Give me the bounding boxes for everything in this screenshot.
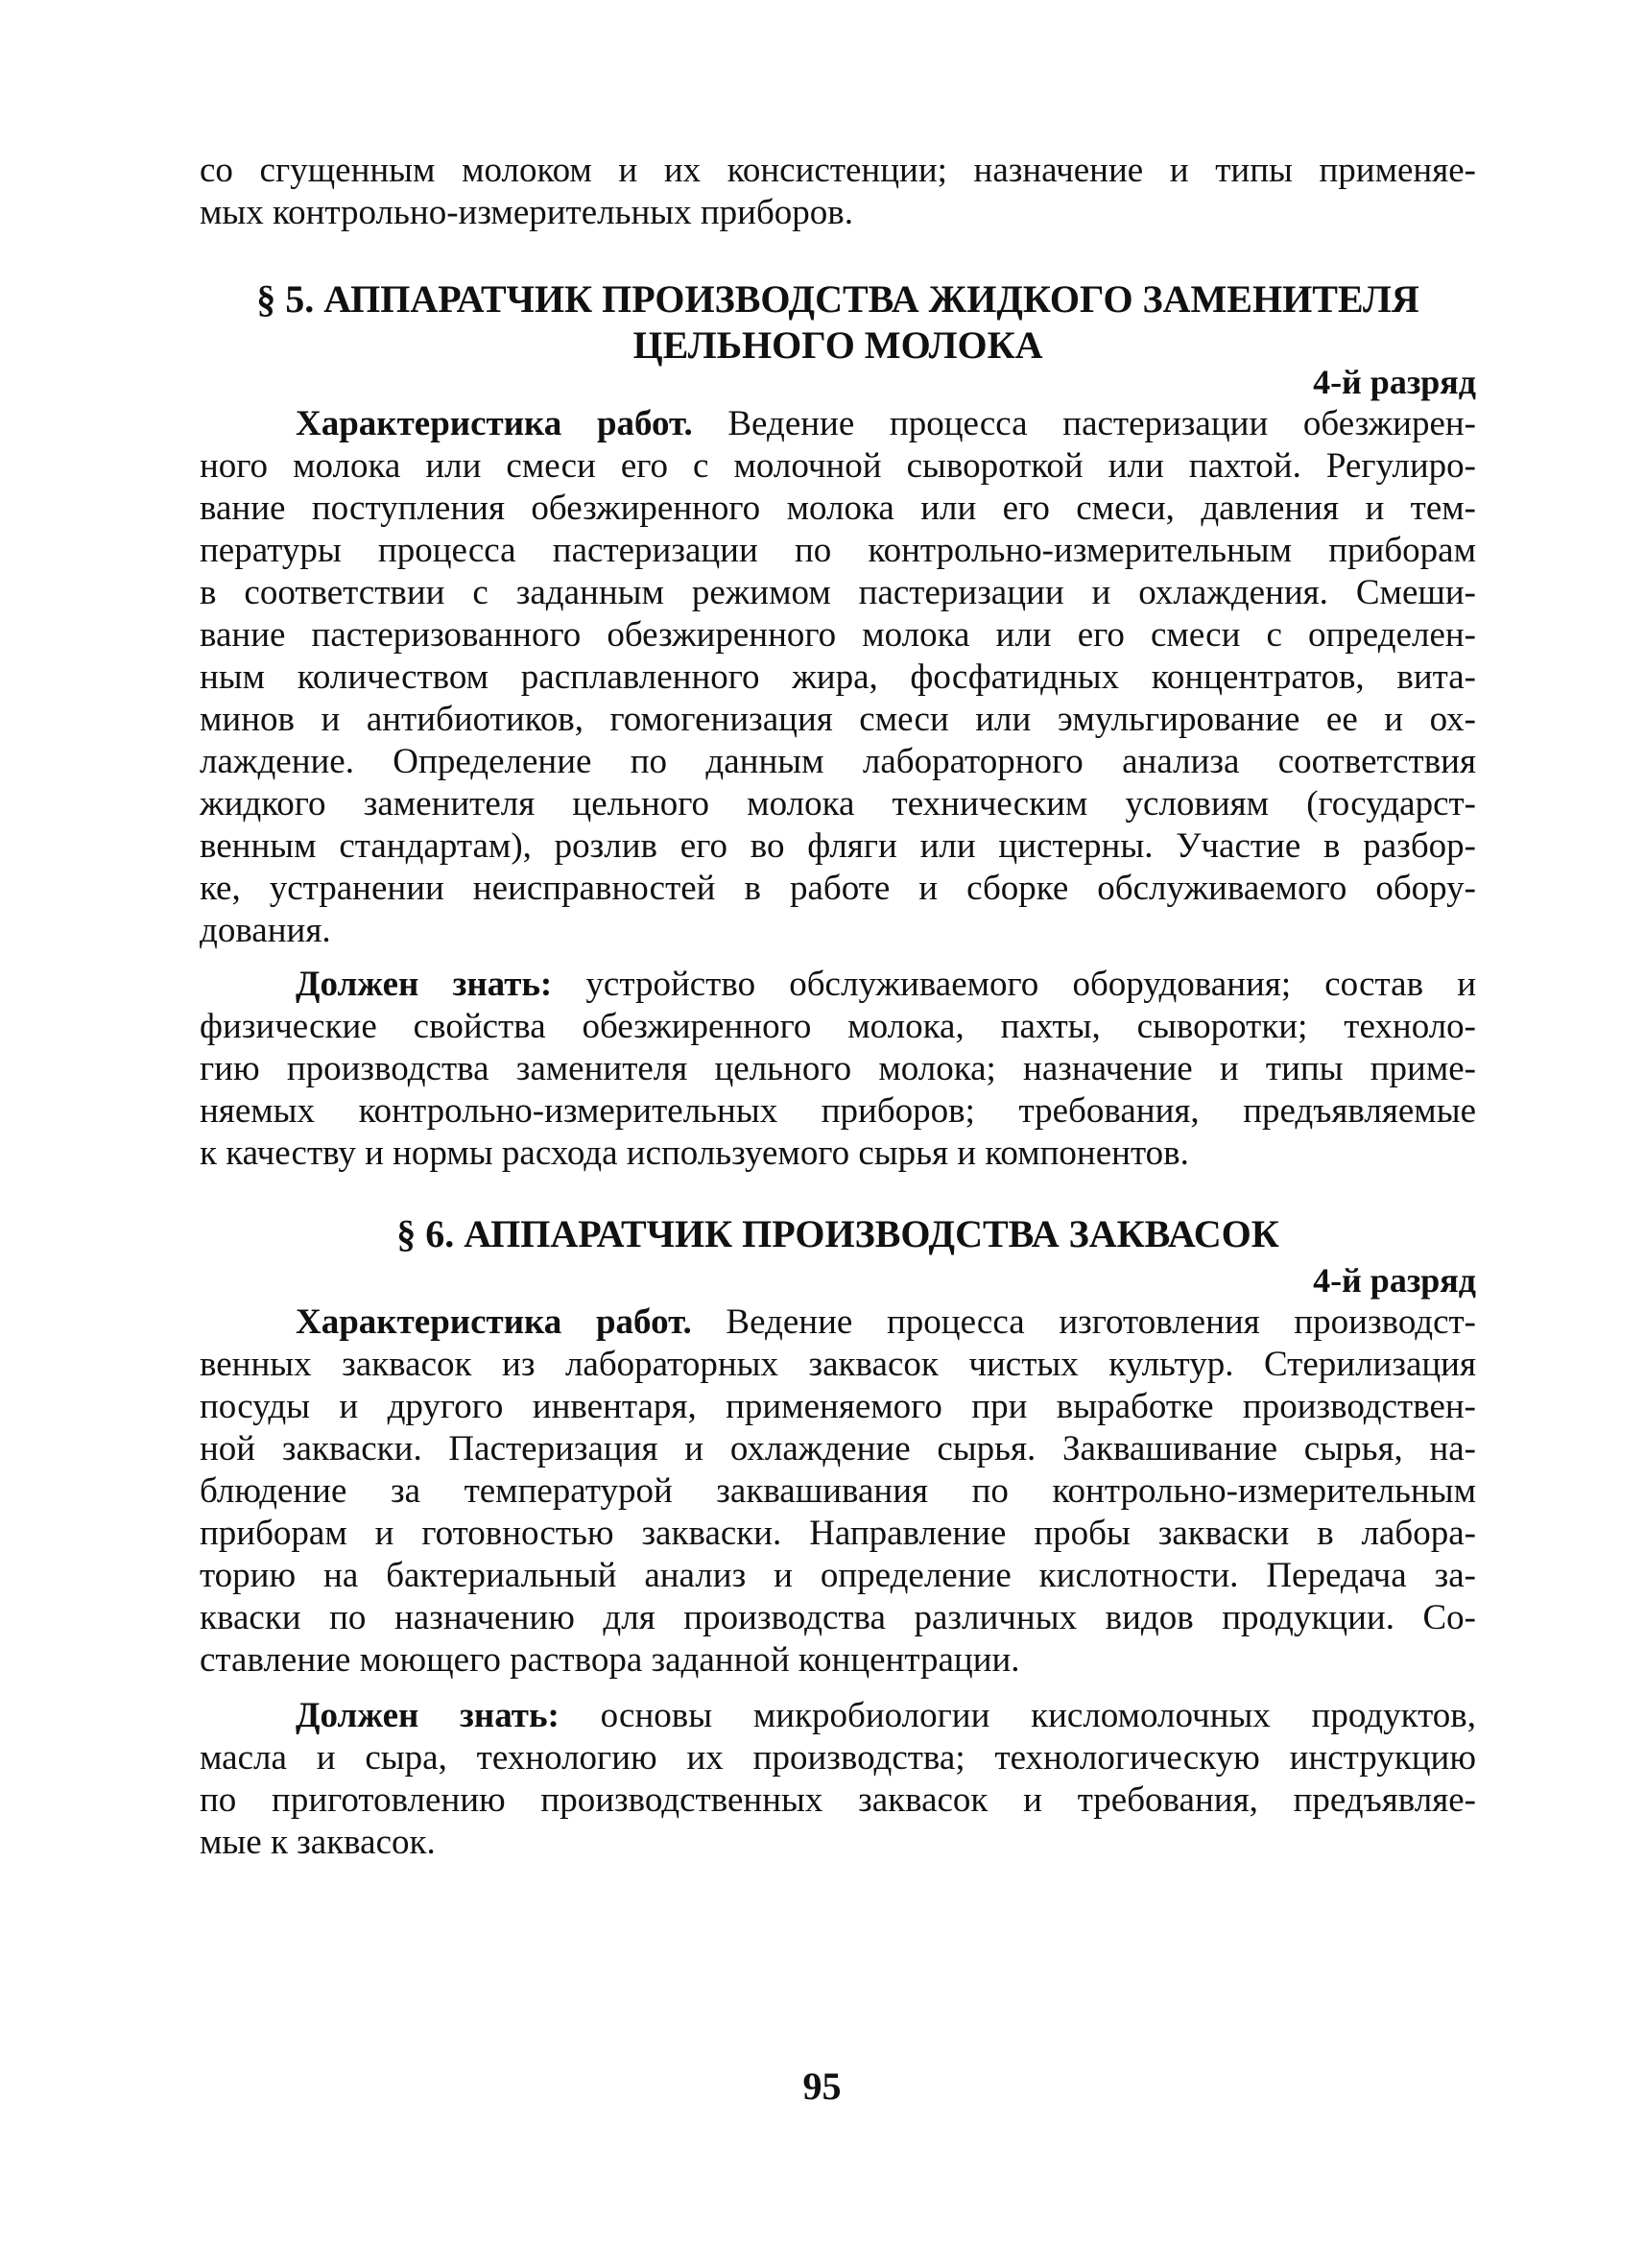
body-line: лаждение. Определение по данным лабораторного анализа соответствия <box>200 742 1476 781</box>
section-5-knowledge-line-1 <box>200 964 1476 1006</box>
body-line: по приготовлению производственных заквасок и требования, предъявляе- <box>200 1780 1476 1820</box>
body-line: дования. <box>200 911 331 950</box>
body-line: посуды и другого инвентаря, применяемого при выработке производствен- <box>200 1387 1476 1426</box>
body-line: няемых контрольно-измерительных приборов; требования, предъявляемые <box>200 1091 1476 1131</box>
body-line: физические свойства обезжиренного молока, пахты, сыворотки; техноло- <box>200 1007 1476 1046</box>
knowledge-lead: Должен знать: <box>296 965 553 1004</box>
body-line: пературы процесса пастеризации по контрольно-измерительным приборам <box>200 531 1476 570</box>
body-line: ке, устранении неисправностей в работе и сборке обслуживаемого обору- <box>200 869 1476 908</box>
body-line: ной закваски. Пастеризация и охлаждение сырья. Заквашивание сырья, на- <box>200 1429 1476 1468</box>
body-line: минов и антибиотиков, гомогенизация смеси или эмульгирование ее и ох- <box>200 700 1476 739</box>
knowledge-first-text: устройство обслуживаемого оборудования; состав и <box>552 965 1476 1004</box>
section-6-grade: 4-й разряд <box>1313 1261 1476 1300</box>
section-6-title: § 6. АППАРАТЧИК ПРОИЗВОДСТВА ЗАКВАСОК <box>396 1212 1279 1255</box>
characteristics-lead: Характеристика работ. <box>296 1302 692 1342</box>
body-line: блюдение за температурой заквашивания по контрольно-измерительным <box>200 1471 1476 1511</box>
body-line: венных заквасок из лабораторных заквасок чистых культур. Стерилизация <box>200 1345 1476 1384</box>
section-5-title-line-2: ЦЕЛЬНОГО МОЛОКА <box>632 323 1043 367</box>
body-line: приборам и готовностью закваски. Направление пробы закваски в лабора- <box>200 1514 1476 1553</box>
intro-line-1: со сгущенным молоком и их консистенции; назначение и типы применяе- <box>200 151 1476 190</box>
body-line: гию производства заменителя цельного молока; назначение и типы приме- <box>200 1049 1476 1088</box>
section-6-characteristics-line-1 <box>200 1301 1476 1344</box>
section-5-grade: 4-й разряд <box>1313 363 1476 401</box>
body-line: ного молока или смеси его с молочной сывороткой или пахтой. Регулиро- <box>200 446 1476 486</box>
section-5-characteristics-line-1 <box>200 403 1476 445</box>
knowledge-lead: Должен знать: <box>296 1696 560 1735</box>
body-line: жидкого заменителя цельного молока техническим условиям (государст- <box>200 784 1476 824</box>
body-line: к качеству и нормы расхода используемого сырья и компонентов. <box>200 1134 1189 1173</box>
body-line: мые к заквасок. <box>200 1823 436 1862</box>
body-line: торию на бактериальный анализ и определение кислотности. Передача за- <box>200 1556 1476 1595</box>
characteristics-lead: Характеристика работ. <box>296 404 693 443</box>
body-line: вание пастеризованного обезжиренного молока или его смеси с определен- <box>200 615 1476 655</box>
intro-line-2: мых контрольно-измерительных приборов. <box>200 193 854 232</box>
section-6-characteristics <box>200 1301 1476 1682</box>
section-6-knowledge <box>200 1695 1476 1864</box>
section-5-characteristics <box>200 403 1476 952</box>
characteristics-first-text: Ведение процесса пастеризации обезжирен- <box>692 404 1476 443</box>
section-5-title <box>200 276 1476 369</box>
intro-paragraph <box>200 150 1476 234</box>
knowledge-first-text: основы микробиологии кисломолочных продуктов, <box>559 1696 1477 1735</box>
body-line: в соответствии с заданным режимом пастеризации и охлаждения. Смеши- <box>200 573 1476 612</box>
page-number: 95 <box>802 2065 842 2108</box>
characteristics-first-text: Ведение процесса изготовления производст- <box>691 1302 1476 1342</box>
section-6-knowledge-line-1 <box>200 1695 1476 1737</box>
body-line: ставление моющего раствора заданной концентрации. <box>200 1640 1020 1680</box>
section-5-knowledge <box>200 964 1476 1175</box>
body-line: ным количеством расплавленного жира, фосфатидных концентратов, вита- <box>200 657 1476 697</box>
body-line: кваски по назначению для производства различных видов продукции. Со- <box>200 1598 1476 1637</box>
body-line: масла и сыра, технологию их производства; технологическую инструкцию <box>200 1738 1476 1778</box>
body-line: венным стандартам), розлив его во фляги или цистерны. Участие в разбор- <box>200 826 1476 866</box>
section-5-title-line-1: § 5. АППАРАТЧИК ПРОИЗВОДСТВА ЖИДКОГО ЗАМЕНИТЕЛЯ <box>256 277 1419 321</box>
body-line: вание поступления обезжиренного молока или его смеси, давления и тем- <box>200 489 1476 528</box>
